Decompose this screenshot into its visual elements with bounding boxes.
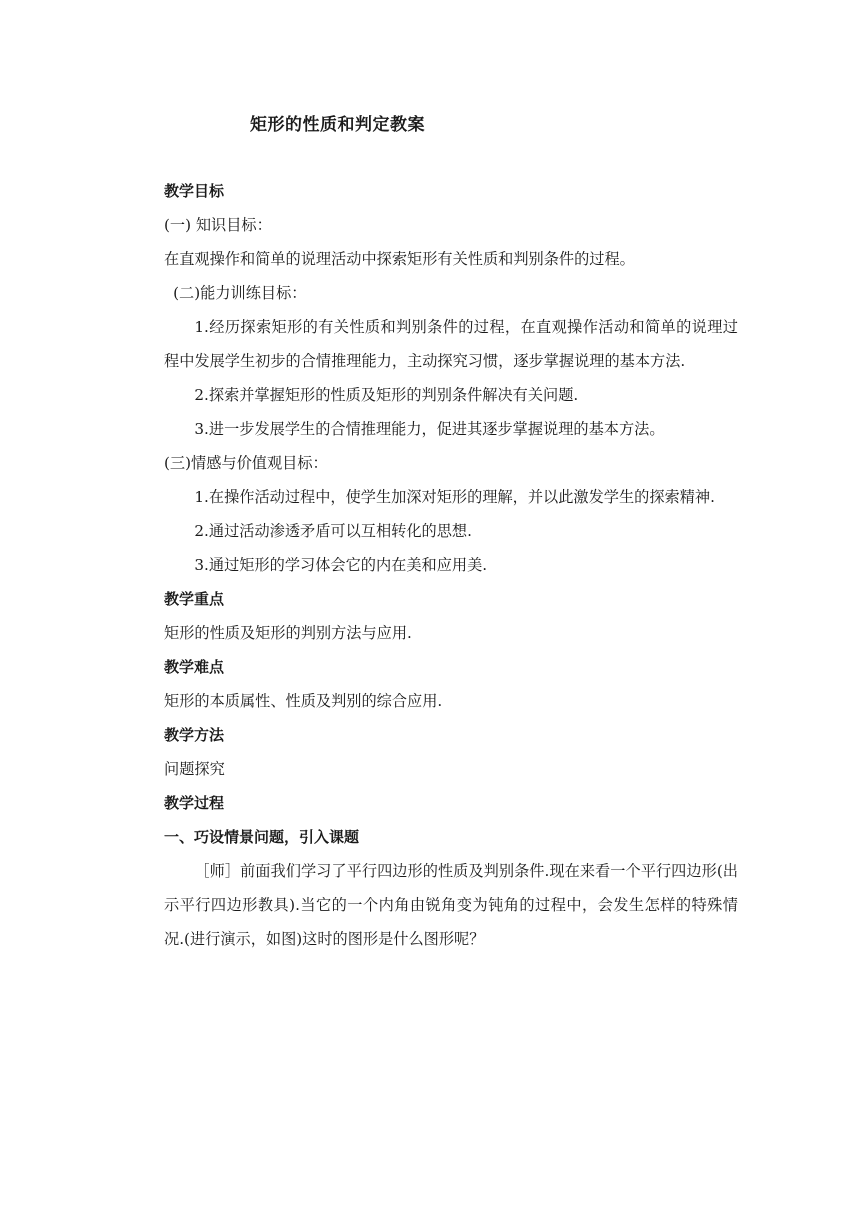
heading-methods: 教学方法: [164, 726, 225, 744]
key-points-text: 矩形的性质及矩形的判别方法与应用.: [164, 624, 412, 642]
heading-process: 教学过程: [164, 794, 225, 812]
knowledge-text: 在直观操作和简单的说理活动中探索矩形有关性质和判别条件的过程。: [164, 250, 635, 268]
heading-objectives: 教学目标: [164, 182, 225, 200]
ability-item-1: 1.经历探索矩形的有关性质和判别条件的过程，在直观操作活动和简单的说理过程中发展学生初步的合情推理能力，主动探究习惯，逐步掌握说理的基本方法.: [164, 318, 738, 370]
heading-key-points: 教学重点: [164, 590, 225, 608]
subheading-ability: (二)能力训练目标：: [173, 284, 307, 302]
difficulties-text: 矩形的本质属性、性质及判别的综合应用.: [164, 692, 443, 710]
emotion-item-2: 2.通过活动渗透矛盾可以互相转化的思想.: [194, 522, 472, 540]
subheading-knowledge: (一) 知识目标：: [164, 216, 272, 234]
ability-item-2: 2.探索并掌握矩形的性质及矩形的判别条件解决有关问题.: [194, 386, 579, 404]
document-title: 矩形的性质和判定教案: [250, 115, 425, 135]
emotion-item-1: 1.在操作活动过程中，使学生加深对矩形的理解，并以此激发学生的探索精神.: [194, 488, 715, 506]
emotion-item-3: 3.通过矩形的学习体会它的内在美和应用美.: [194, 556, 488, 574]
ability-item-3: 3.进一步发展学生的合情推理能力，促进其逐步掌握说理的基本方法。: [194, 420, 665, 438]
subheading-emotion: (三)情感与价值观目标：: [164, 454, 328, 472]
methods-text: 问题探究: [164, 760, 225, 778]
section-1-heading: 一、巧设情景问题，引入课题: [164, 828, 360, 846]
section-1-text: ［师］前面我们学习了平行四边形的性质及判别条件.现在来看一个平行四边形(出示平行四边形教具).当它的一个内角由锐角变为钝角的过程中，会发生怎样的特殊情况.(进行演示，如图)这时的图形是什么图形呢？: [164, 862, 738, 948]
document-body: [164, 174, 738, 956]
heading-difficulties: 教学难点: [164, 658, 225, 676]
